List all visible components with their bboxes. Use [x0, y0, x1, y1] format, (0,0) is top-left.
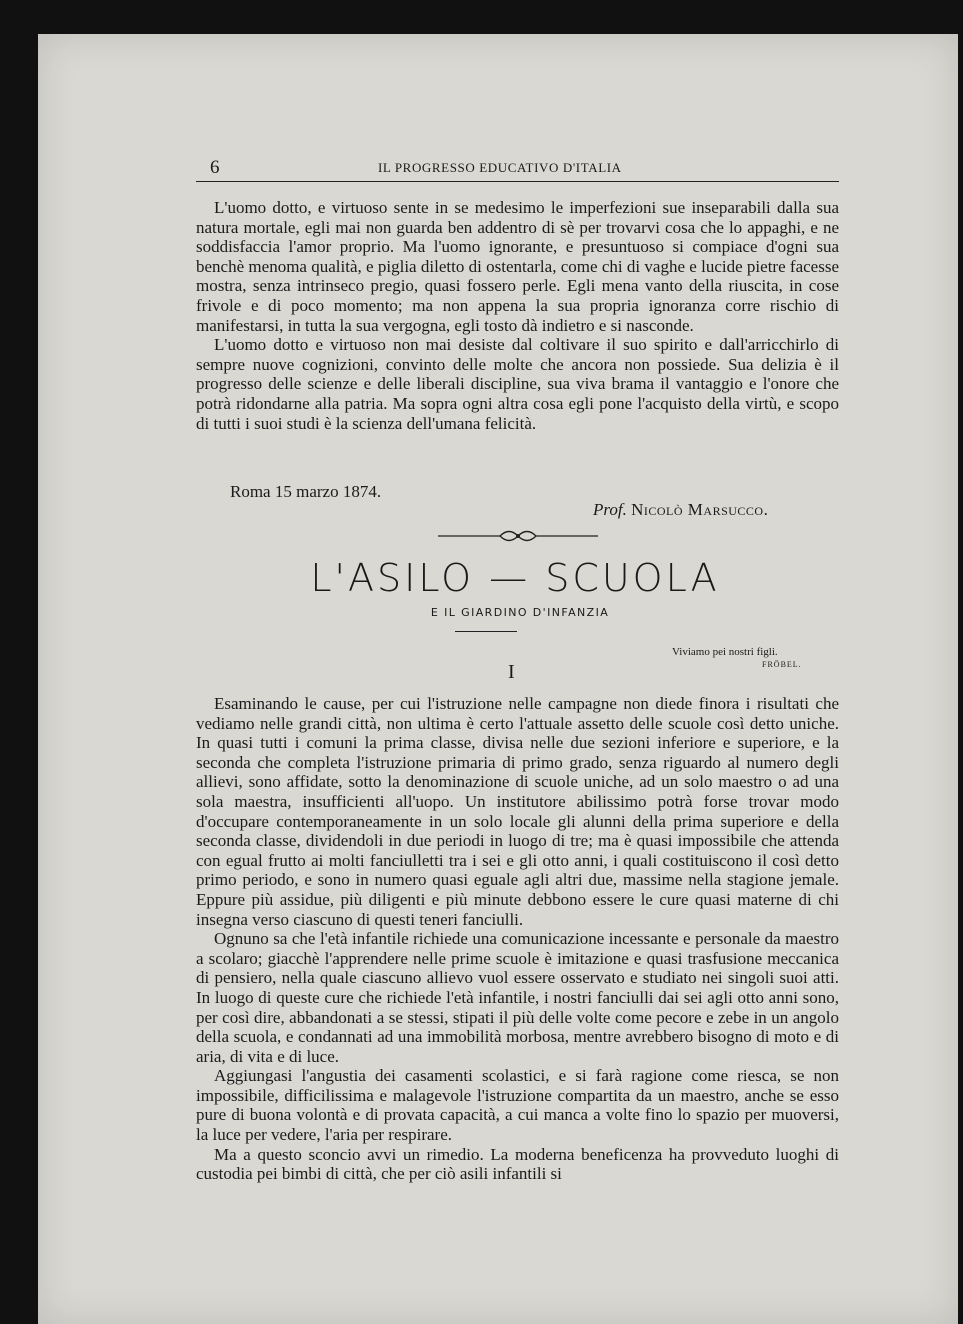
signature-name: Nicolò Marsucco.	[631, 500, 769, 519]
dateline: Roma 15 marzo 1874.	[230, 482, 382, 501]
signature	[593, 500, 768, 520]
title-rule	[455, 631, 517, 632]
signature-title: Prof.	[593, 500, 627, 519]
paragraph: L'uomo dotto e virtuoso non mai desiste dal coltivare il suo spirito e dall'arricchirlo di sempre nuove cognizioni, convinto delle molte che ancora non possiede. Sua delizia è il progresso delle scienze e delle liberali discipline, sua viva brama il vantaggio e l'onore che potrà ridondarne alla patria. Ma sopra ogni altra cosa egli pone l'acquisto della virtù, e scopo di tutti i suoi studi è la scienza dell'umana felicità.	[196, 335, 839, 433]
epigraph-author: FRÖBEL.	[762, 660, 802, 669]
article1-body	[196, 198, 839, 433]
running-header	[196, 157, 839, 182]
paragraph: Ognuno sa che l'età infantile richiede una comunicazione incessante e personale da maestro a scolaro; giacchè l'apprendere nelle prime scuole è imitazione e quasi trasfusione meccanica di pensiero, nella quale ciascuno allievo vuol essere osservato e studiato nei singoli suoi atti. In luogo di queste cure che richiede l'età infantile, i nostri fanciulli dai sei agli otto anni sono, per così dire, abbandonati a se stessi, stipati il più delle volte come pecore e zebe in un angolo della scuola, e condannati ad una immobilità morbosa, mentre avrebbero bisogno di moto e di aria, di vita e di luce.	[196, 929, 839, 1066]
paragraph: Esaminando le cause, per cui l'istruzione nelle campagne non diede finora i risultati che vediamo nelle grandi città, non ultima è certo l'attuale assetto delle scuole così detto uniche. In quasi tutti i comuni la prima classe, divisa nelle due sezioni inferiore e superiore, e la seconda che completa l'istruzione primaria di primo grado, senza riguardo al numero degli allievi, sono affidate, sotto la denominazione di scuole uniche, ad un solo maestro o ad una sola maestra, insufficienti all'uopo. Un institutore abilissimo potrà forse trovar modo d'occupare contemporaneamente in un solo locale gli alunni della prima superiore e della seconda classe, dividendoli in due periodi in luogo di tre; ma è quasi impossibile che attenda con egual frutto ai molti fanciulletti tra i sei e gli otto anni, i quali costituiscono il così detto primo periodo, e sono in numero quasi eguale agli altri due, massime nella stagione jemale. Eppure più assidue, più diligenti e più minute debbono essere le cure quasi materne di chi insegna verso ciascuno di questi teneri fanciulli.	[196, 694, 839, 929]
section-title: L'ASILO — SCUOLA	[310, 556, 720, 600]
section-subtitle: E IL GIARDINO D'INFANZIA	[430, 606, 610, 619]
paragraph: Ma a questo sconcio avvi un rimedio. La moderna beneficenza ha provveduto luoghi di custodia pei bimbi di città, che per ciò asili infantili si	[196, 1144, 839, 1184]
section-number: I	[508, 661, 515, 683]
page-number: 6	[210, 157, 220, 178]
epigraph: Viviamo pei nostri figli.	[672, 646, 778, 658]
paragraph: Aggiungasi l'angustia dei casamenti scolastici, e si farà ragione come riesca, se non impossibile, difficilissima e malagevole l'istruzione compartita da un maestro, anche se esso pure di buona volontà e di provata capacità, a cui manca a volte fino lo spazio per muoversi, la luce per vedere, l'aria per respirare.	[196, 1066, 839, 1145]
running-title: IL PROGRESSO EDUCATIVO D'ITALIA	[378, 160, 622, 175]
article2-body	[196, 694, 839, 1184]
paragraph: L'uomo dotto, e virtuoso sente in se medesimo le imperfezioni sue inseparabili dalla sua natura mortale, egli mai non guarda ben addentro di sè per trovarvi cosa che lo appaghi, e ne soddisfaccia l'amor proprio. Ma l'uomo ignorante, e presuntuoso si compiace d'ogni sua benchè menoma qualità, e piglia diletto di ostentarla, come chi di vaghe e lucide pietre facesse mostra, senza intrinseco pregio, quasi fossero perle. Egli mena vanto della riuscita, in cose frivole e di poco momento; ma non appena la sua propria ignoranza corre rischio di manifestarsi, in tutta la sua vergogna, egli tosto dà indietro e si nasconde.	[196, 198, 839, 335]
ornament-divider-icon	[438, 528, 598, 544]
